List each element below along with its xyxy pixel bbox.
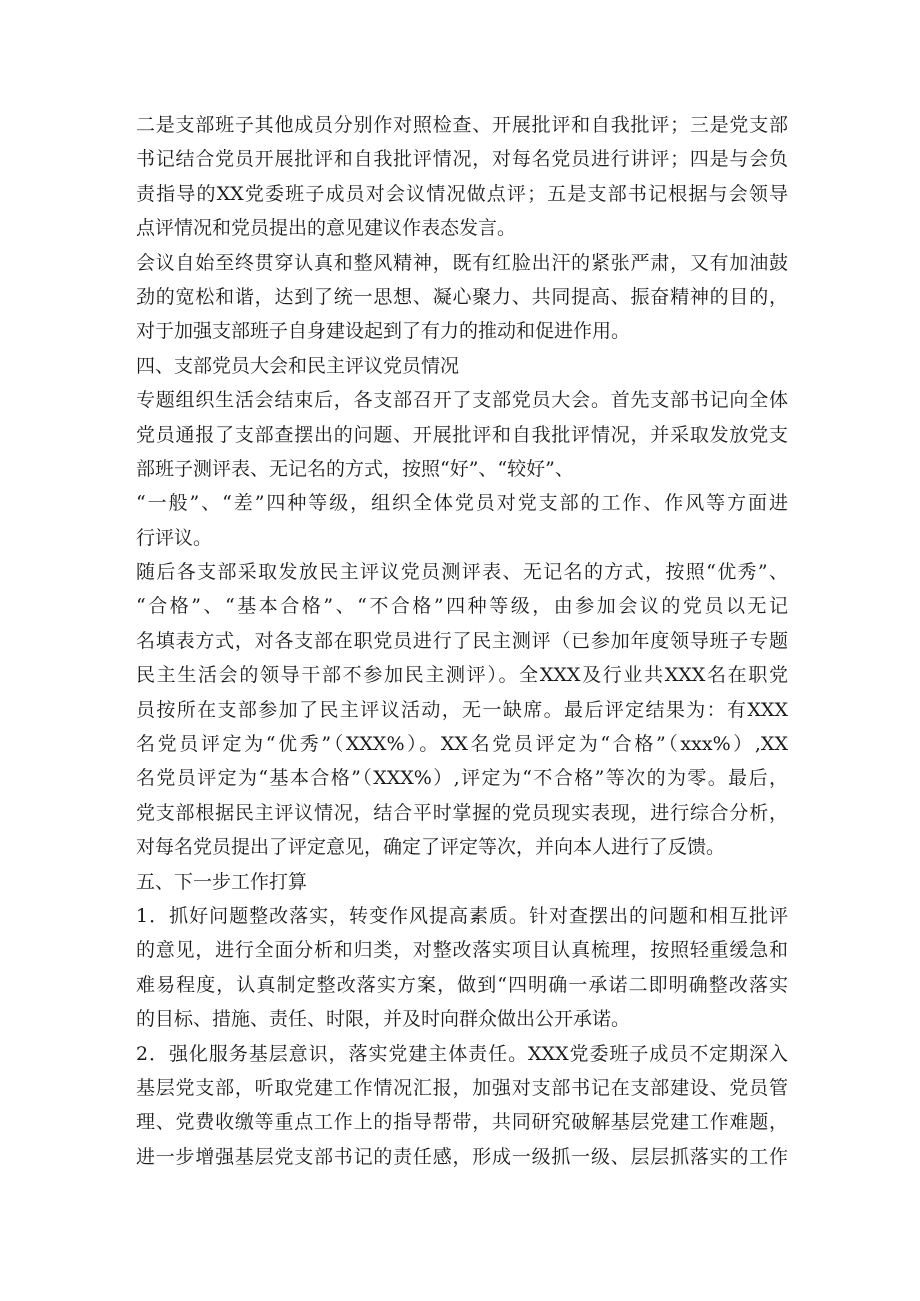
text-line: 名党员评定为“基本合格”（XXX%）,评定为“不合格”等次的为零。最后， — [136, 767, 788, 790]
text-line: 部班子测评表、无记名的方式，按照“好”、“较好”、 — [136, 457, 574, 480]
text-line: 民主生活会的领导干部不参加民主测评）。全XXX及行业共XXX名在职党 — [136, 664, 788, 687]
text-line: 基层党支部，听取党建工作情况汇报，加强对支部书记在支部建设、党员管 — [136, 1076, 788, 1099]
text-line: 随后各支部采取发放民主评议党员测评表、无记名的方式，按照“优秀”、 — [136, 561, 788, 584]
text-line: 党支部根据民主评议情况，结合平时掌握的党员现实表现，进行综合分析， — [136, 801, 788, 824]
text-line: 五、下一步工作打算 — [136, 870, 308, 893]
text-line: 1．抓好问题整改落实，转变作风提高素质。针对查摆出的问题和相互批评 — [136, 904, 788, 927]
text-line: 会议自始至终贯穿认真和整风精神，既有红脸出汗的紧张严肃，又有加油鼓 — [136, 251, 788, 274]
text-line: 责指导的XX党委班子成员对会议情况做点评；五是支部书记根据与会领导 — [136, 182, 788, 205]
text-line: 2．强化服务基层意识，落实党建主体责任。XXX党委班子成员不定期深入 — [136, 1042, 788, 1065]
text-line: 对于加强支部班子自身建设起到了有力的推动和促进作用。 — [136, 320, 631, 343]
text-line: “合格”、“基本合格”、“不合格”四种等级，由参加会议的党员以无记 — [136, 595, 788, 618]
text-line: 名填表方式，对各支部在职党员进行了民主测评（已参加年度领导班子专题 — [136, 629, 788, 652]
text-line: 的意见，进行全面分析和归类，对整改落实项目认真梳理，按照轻重缓急和 — [136, 939, 788, 962]
text-line: 进一步增强基层党支部书记的责任感，形成一级抓一级、层层抓落实的工作 — [136, 1145, 788, 1168]
text-line: 的目标、措施、责任、时限，并及时向群众做出公开承诺。 — [136, 1008, 631, 1031]
text-line: 专题组织生活会结束后，各支部召开了支部党员大会。首先支部书记向全体 — [136, 389, 788, 412]
text-line: 书记结合党员开展批评和自我批评情况，对每名党员进行讲评；四是与会负 — [136, 148, 788, 171]
text-line: 劲的宽松和谐，达到了统一思想、凝心聚力、共同提高、振奋精神的目的， — [136, 285, 788, 308]
text-line: 难易程度，认真制定整改落实方案，做到“四明确一承诺二即明确整改落实 — [136, 973, 788, 996]
text-line: “一般”、“差”四种等级，组织全体党员对党支部的工作、作风等方面进 — [136, 492, 788, 515]
text-line: 对每名党员提出了评定意见，确定了评定等次，并向本人进行了反馈。 — [136, 836, 726, 859]
text-line: 名党员评定为“优秀”（XXX%）。XX名党员评定为“合格”（xxx%）,XX — [136, 733, 788, 756]
text-line: 党员通报了支部查摆出的问题、开展批评和自我批评情况，并采取发放党支 — [136, 423, 788, 446]
text-line: 点评情况和党员提出的意见建议作表态发言。 — [136, 217, 517, 240]
text-line: 二是支部班子其他成员分别作对照检查、开展批评和自我批评；三是党支部 — [136, 114, 788, 136]
text-line: 理、党费收缴等重点工作上的指导帮带，共同研究破解基层党建工作难题， — [136, 1111, 788, 1134]
text-line: 员按所在支部参加了民主评议活动，无一缺席。最后评定结果为：有XXX — [136, 698, 788, 721]
document-body — [136, 108, 788, 1174]
text-line: 行评议。 — [136, 526, 213, 549]
text-line: 四、支部党员大会和民主评议党员情况 — [136, 354, 460, 377]
